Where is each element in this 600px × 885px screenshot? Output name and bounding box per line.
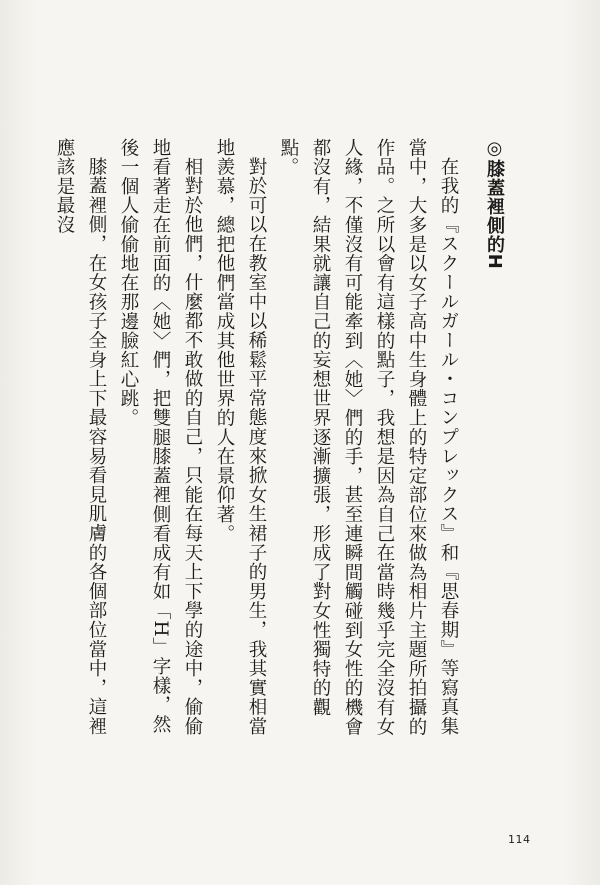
vertical-text-body	[48, 138, 510, 738]
paragraph-3: 相對於他們，什麼都不敢做的自己，只能在每天上下學的途中，偷偷地看著走在前面的〈她〉們，把雙腿膝蓋裡側看成有如「H」字樣，然後一個人偷偷地在那邊臉紅心跳。	[118, 138, 203, 736]
section-heading: ◎膝蓋裡側的H	[484, 138, 505, 270]
paragraph-2: 對於可以在教室中以稀鬆平常態度來掀女生裙子的男生，我其實相當地羨慕，總把他們當成其他世界的人在景仰著。	[214, 138, 267, 736]
paragraph-4: 膝蓋裡側，在女孩子全身上下最容易看見肌膚的各個部位當中，這裡應該是最沒	[54, 138, 107, 736]
paragraph-1: 在我的『スクールガール・コンプレックス』和『思春期』等寫真集當中，大多是以女子高中生身體上的特定部位來做為相片主題所拍攝的作品。之所以會有這樣的點子，我想是因為自己在當時幾乎完全沒有女人緣，不僅沒有可能牽到〈她〉們的手，甚至連瞬間觸碰到女性的機會都沒有，結果就讓自己的妄想世界逐漸擴張，形成了對女性獨特的觀點。	[278, 138, 459, 737]
page-number: 114	[508, 833, 531, 846]
